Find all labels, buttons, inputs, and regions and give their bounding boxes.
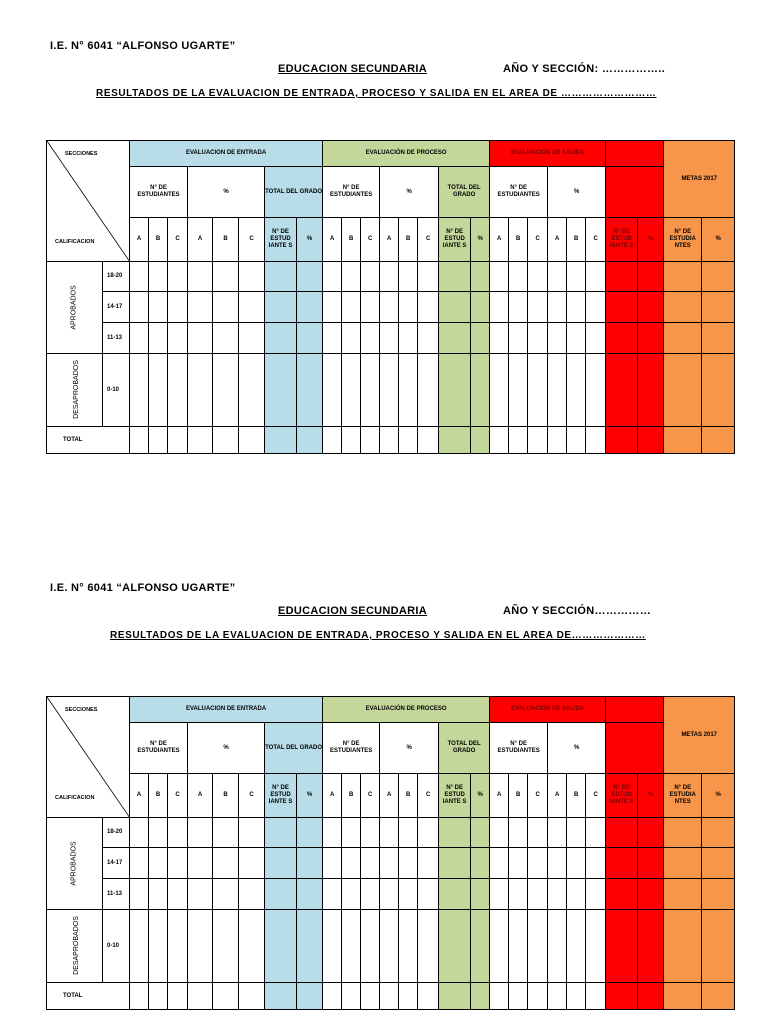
col-b: B [567,774,586,818]
corner-header [47,141,130,262]
calificacion-label: CALIFICACION [55,795,95,801]
col-b: B [149,218,168,262]
col-a: A [188,774,213,818]
education-level: EDUCACION SECUNDARIA [278,63,428,75]
col-a: A [130,774,149,818]
percent-subheader: % [638,218,664,262]
table-row [47,354,735,427]
table-row [47,262,735,292]
table-row [47,848,735,879]
percent-header: % [548,723,606,774]
results-title: RESULTADOS DE LA EVALUACION DE ENTRADA, PROCESO Y SALIDA EN EL AREA DE ……………………… [96,88,657,99]
metas-n-estudiantes: N° DE ESTUDIA NTES [664,774,702,818]
col-c: C [168,218,188,262]
col-c: C [586,774,606,818]
col-a: A [130,218,149,262]
col-a: A [490,774,509,818]
metas-header: METAS 2017 [664,141,735,218]
col-b: B [213,774,239,818]
col-c: C [418,774,439,818]
percent-subheader: % [471,218,490,262]
col-c: C [418,218,439,262]
salida-blank [638,697,664,723]
col-a: A [188,218,213,262]
grade-label: 14-17 [103,292,130,323]
col-a: A [548,774,567,818]
grade-label: 18-20 [103,262,130,292]
year-section: AÑO Y SECCIÓN…………… [503,605,652,617]
grade-label: 11-13 [103,323,130,354]
col-a: A [548,218,567,262]
results-table [46,696,735,1010]
table-row-total [47,983,735,1010]
n-estudiantes-subheader: N° DE ESTUD IANTE S [606,218,638,262]
percent-subheader: % [638,774,664,818]
secciones-label: SECCIONES [65,151,98,157]
n-estudiantes-header: N° DE ESTUDIANTES [490,167,548,218]
percent-header: % [380,167,439,218]
col-b: B [509,218,528,262]
eval-salida-header: EVALUACIÓN DE SALIDA [490,697,606,723]
percent-header: % [380,723,439,774]
n-estudiantes-header: N° DE ESTUDIANTES [130,723,188,774]
n-estudiantes-header: N° DE ESTUDIANTES [490,723,548,774]
eval-entrada-header: EVALUACION DE ENTRADA [130,697,323,723]
metas-header: METAS 2017 [664,697,735,774]
grade-label: 0-10 [103,354,130,427]
eval-proceso-header: EVALUACIÓN DE PROCESO [323,141,490,167]
percent-subheader: % [471,774,490,818]
grade-label: 18-20 [103,818,130,848]
n-estudiantes-subheader: N° DE ESTUD IANTE S [439,218,471,262]
metas-percent: % [702,218,735,262]
percent-header: % [188,723,265,774]
col-b: B [213,218,239,262]
table-row [47,910,735,983]
n-estudiantes-header: N° DE ESTUDIANTES [323,723,380,774]
desaprobados-label: DESAPROBADOS [47,354,103,427]
corner-header [47,697,130,818]
col-c: C [528,774,548,818]
col-a: A [323,218,342,262]
total-grado-header: TOTAL DEL GRADO [439,723,490,774]
table-row [47,818,735,848]
col-b: B [567,218,586,262]
secciones-label: SECCIONES [65,707,98,713]
desaprobados-label: DESAPROBADOS [47,910,103,983]
table-row [47,879,735,910]
col-b: B [399,218,418,262]
col-c: C [586,218,606,262]
col-c: C [239,774,265,818]
aprobados-label: APROBADOS [47,262,103,354]
table-row [47,292,735,323]
school-name: I.E. N° 6041 “ALFONSO UGARTE” [50,40,236,52]
grade-label: 14-17 [103,848,130,879]
education-level: EDUCACION SECUNDARIA [278,605,428,617]
eval-proceso-header: EVALUACIÓN DE PROCESO [323,697,490,723]
eval-entrada-header: EVALUACION DE ENTRADA [130,141,323,167]
percent-subheader: % [297,218,323,262]
col-a: A [380,218,399,262]
col-b: B [509,774,528,818]
col-c: C [239,218,265,262]
total-label: TOTAL [47,983,130,1010]
n-estudiantes-header: N° DE ESTUDIANTES [130,167,188,218]
results-table [46,140,735,454]
metas-n-estudiantes: N° DE ESTUDIA NTES [664,218,702,262]
calificacion-label: CALIFICACION [55,239,95,245]
salida-blank [606,697,638,723]
total-label: TOTAL [47,427,130,454]
percent-header: % [548,167,606,218]
col-a: A [380,774,399,818]
total-grado-header: TOTAL DEL GRADO [265,167,323,218]
total-grado-header: TOTAL DEL GRADO [439,167,490,218]
col-c: C [361,218,380,262]
n-estudiantes-subheader: N° DE ESTUD IANTE S [265,774,297,818]
school-name: I.E. N° 6041 “ALFONSO UGARTE” [50,582,236,594]
results-title: RESULTADOS DE LA EVALUACION DE ENTRADA, PROCESO Y SALIDA EN EL AREA DE………………… [110,630,646,641]
salida-total-header [606,723,664,774]
col-b: B [342,218,361,262]
aprobados-label: APROBADOS [47,818,103,910]
grade-label: 11-13 [103,879,130,910]
n-estudiantes-subheader: N° DE ESTUD IANTE S [606,774,638,818]
col-c: C [528,218,548,262]
n-estudiantes-subheader: N° DE ESTUD IANTE S [439,774,471,818]
col-c: C [361,774,380,818]
year-section: AÑO Y SECCIÓN: …………….. [503,63,666,75]
table-row [47,323,735,354]
total-grado-header: TOTAL DEL GRADO [265,723,323,774]
eval-salida-header: EVALUACIÓN DE SALIDA [490,141,606,167]
salida-blank [606,141,638,167]
col-c: C [168,774,188,818]
grade-label: 0-10 [103,910,130,983]
col-a: A [490,218,509,262]
n-estudiantes-subheader: N° DE ESTUD IANTE S [265,218,297,262]
col-b: B [342,774,361,818]
salida-total-header [606,167,664,218]
col-b: B [399,774,418,818]
salida-blank [638,141,664,167]
metas-percent: % [702,774,735,818]
percent-header: % [188,167,265,218]
percent-subheader: % [297,774,323,818]
col-a: A [323,774,342,818]
n-estudiantes-header: N° DE ESTUDIANTES [323,167,380,218]
table-row-total [47,427,735,454]
col-b: B [149,774,168,818]
